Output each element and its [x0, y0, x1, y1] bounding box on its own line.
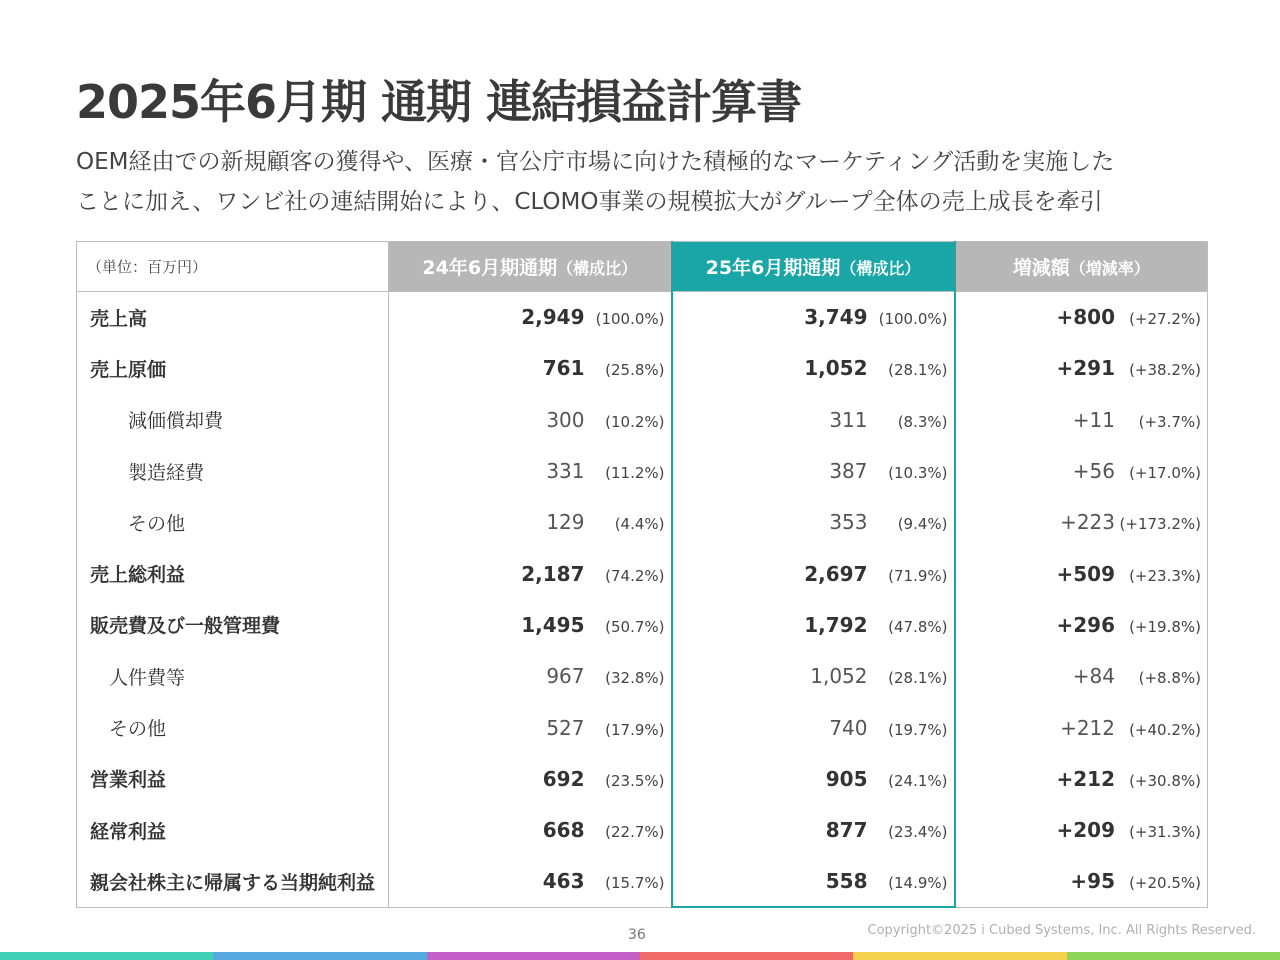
- curr-cell: [672, 548, 955, 599]
- diff-cell: [955, 702, 1208, 753]
- curr-cell: [672, 292, 955, 343]
- table-row: [77, 753, 1208, 804]
- curr-value: 3,749: [804, 305, 868, 330]
- prev-value: 2,949: [521, 305, 585, 330]
- prev-ratio: (100.0%): [595, 310, 665, 329]
- diff-cell: [955, 651, 1208, 702]
- diff-value: +223: [1060, 510, 1115, 535]
- header-small: （構成比）: [840, 259, 921, 278]
- table-row: [77, 651, 1208, 702]
- bar-segment: [0, 952, 213, 960]
- prev-ratio: (17.9%): [605, 720, 665, 739]
- diff-cell: [955, 497, 1208, 548]
- curr-value: 740: [829, 715, 868, 740]
- curr-ratio: (28.1%): [888, 669, 948, 688]
- diff-value: +296: [1056, 612, 1115, 637]
- diff-rate: (+40.2%): [1129, 720, 1201, 739]
- curr-ratio: (71.9%): [888, 566, 948, 585]
- header-small: （構成比）: [557, 259, 638, 278]
- table-row: [77, 804, 1208, 855]
- prev-ratio: (74.2%): [605, 566, 665, 585]
- diff-rate: (+173.2%): [1119, 515, 1201, 534]
- curr-value: 311: [829, 407, 868, 432]
- bar-segment: [213, 952, 426, 960]
- curr-cell: [672, 856, 955, 907]
- diff-rate: (+8.8%): [1138, 669, 1201, 688]
- prev-cell: [389, 702, 672, 753]
- diff-cell: [955, 445, 1208, 496]
- curr-cell: [672, 497, 955, 548]
- diff-value: +291: [1056, 356, 1115, 381]
- curr-value: 1,792: [804, 612, 868, 637]
- page-title: 2025年6月期 通期 連結損益計算書: [76, 75, 802, 129]
- header-prev-period: [389, 242, 672, 292]
- diff-rate: (+3.7%): [1138, 412, 1201, 431]
- subtitle-line: ことに加え、ワンビ社の連結開始により、CLOMO事業の規模拡大がグループ全体の売上成長を牽引: [76, 189, 1103, 215]
- prev-cell: [389, 394, 672, 445]
- diff-rate: (+30.8%): [1129, 771, 1201, 790]
- row-label: 減価償却費: [77, 394, 389, 445]
- bottom-color-bar: [0, 952, 1280, 960]
- row-label: 売上高: [77, 292, 389, 343]
- prev-cell: [389, 497, 672, 548]
- diff-rate: (+23.3%): [1129, 566, 1201, 585]
- header-main: 増減額: [1012, 257, 1070, 279]
- curr-ratio: (47.8%): [888, 617, 948, 636]
- row-label: 親会社株主に帰属する当期純利益: [77, 856, 389, 907]
- curr-cell: [672, 599, 955, 650]
- prev-cell: [389, 599, 672, 650]
- prev-value: 331: [546, 459, 585, 484]
- diff-cell: [955, 548, 1208, 599]
- diff-rate: (+17.0%): [1129, 464, 1201, 483]
- curr-value: 353: [829, 510, 868, 535]
- table-row: [77, 343, 1208, 394]
- diff-value: +800: [1056, 305, 1115, 330]
- diff-rate: (+27.2%): [1129, 310, 1201, 329]
- curr-value: 2,697: [804, 561, 868, 586]
- curr-value: 877: [825, 818, 868, 843]
- diff-value: +95: [1070, 869, 1115, 894]
- row-label: 人件費等: [77, 651, 389, 702]
- prev-cell: [389, 548, 672, 599]
- row-label: 営業利益: [77, 753, 389, 804]
- curr-ratio: (10.3%): [888, 464, 948, 483]
- curr-ratio: (28.1%): [888, 361, 948, 380]
- bar-segment: [427, 952, 640, 960]
- prev-value: 1,495: [521, 612, 585, 637]
- curr-cell: [672, 343, 955, 394]
- bar-segment: [853, 952, 1066, 960]
- table-row: [77, 292, 1208, 343]
- table-row: [77, 599, 1208, 650]
- copyright: Copyright©2025 i Cubed Systems, Inc. All Rights Reserved.: [867, 923, 1256, 938]
- curr-cell: [672, 394, 955, 445]
- row-label: 売上原価: [77, 343, 389, 394]
- prev-ratio: (50.7%): [605, 617, 665, 636]
- curr-ratio: (14.9%): [888, 873, 948, 892]
- diff-value: +212: [1060, 715, 1115, 740]
- prev-ratio: (15.7%): [605, 874, 665, 893]
- page-number: 36: [628, 927, 646, 943]
- table-row: [77, 548, 1208, 599]
- prev-ratio: (32.8%): [605, 669, 665, 688]
- diff-cell: [955, 292, 1208, 343]
- diff-cell: [955, 804, 1208, 855]
- subtitle-line: OEM経由での新規顧客の獲得や、医療・官公庁市場に向けた積極的なマーケティング活動を実施した: [76, 149, 1115, 175]
- prev-value: 761: [542, 356, 585, 381]
- prev-ratio: (11.2%): [605, 464, 665, 483]
- diff-value: +509: [1056, 561, 1115, 586]
- row-label: 経常利益: [77, 804, 389, 855]
- prev-ratio: (23.5%): [605, 771, 665, 790]
- prev-value: 129: [546, 510, 585, 535]
- curr-ratio: (100.0%): [878, 310, 948, 329]
- curr-ratio: (24.1%): [888, 771, 948, 790]
- table-row: [77, 702, 1208, 753]
- prev-cell: [389, 292, 672, 343]
- bar-segment: [640, 952, 853, 960]
- header-small: （増減率）: [1069, 259, 1150, 278]
- table-row: [77, 497, 1208, 548]
- diff-cell: [955, 343, 1208, 394]
- prev-ratio: (4.4%): [614, 515, 665, 534]
- curr-cell: [672, 445, 955, 496]
- diff-value: +56: [1072, 459, 1115, 484]
- prev-value: 967: [546, 664, 585, 689]
- prev-ratio: (10.2%): [605, 412, 665, 431]
- table-row: [77, 394, 1208, 445]
- prev-cell: [389, 343, 672, 394]
- row-label: 販売費及び一般管理費: [77, 599, 389, 650]
- curr-cell: [672, 753, 955, 804]
- row-label: 製造経費: [77, 445, 389, 496]
- prev-value: 692: [542, 766, 585, 791]
- diff-cell: [955, 753, 1208, 804]
- diff-cell: [955, 599, 1208, 650]
- table-header-row: [77, 242, 1208, 292]
- diff-value: +11: [1072, 407, 1115, 432]
- header-change: [955, 242, 1208, 292]
- curr-ratio: (9.4%): [897, 515, 948, 534]
- curr-ratio: (23.4%): [888, 823, 948, 842]
- prev-cell: [389, 651, 672, 702]
- prev-cell: [389, 753, 672, 804]
- header-curr-period: [672, 242, 955, 292]
- prev-value: 527: [546, 715, 585, 740]
- prev-ratio: (22.7%): [605, 823, 665, 842]
- diff-rate: (+19.8%): [1129, 617, 1201, 636]
- diff-value: +84: [1072, 664, 1115, 689]
- curr-value: 1,052: [804, 356, 868, 381]
- header-main: 25年6月期通期: [705, 257, 841, 279]
- prev-value: 463: [542, 869, 585, 894]
- prev-value: 2,187: [521, 561, 585, 586]
- curr-value: 387: [829, 459, 868, 484]
- curr-value: 558: [825, 868, 868, 893]
- diff-rate: (+20.5%): [1129, 874, 1201, 893]
- row-label: その他: [77, 497, 389, 548]
- diff-rate: (+38.2%): [1129, 361, 1201, 380]
- bar-segment: [1067, 952, 1280, 960]
- curr-value: 905: [825, 766, 868, 791]
- curr-ratio: (19.7%): [888, 720, 948, 739]
- table-row: [77, 445, 1208, 496]
- prev-value: 668: [542, 818, 585, 843]
- curr-ratio: (8.3%): [897, 412, 948, 431]
- header-main: 24年6月期通期: [422, 257, 558, 279]
- diff-cell: [955, 394, 1208, 445]
- prev-cell: [389, 445, 672, 496]
- diff-value: +209: [1056, 818, 1115, 843]
- curr-value: 1,052: [810, 664, 868, 689]
- subtitle: [76, 142, 1216, 222]
- curr-cell: [672, 651, 955, 702]
- table-row: [77, 856, 1208, 907]
- prev-cell: [389, 856, 672, 907]
- prev-ratio: (25.8%): [605, 361, 665, 380]
- curr-cell: [672, 702, 955, 753]
- unit-label: （単位：百万円）: [77, 242, 389, 292]
- diff-value: +212: [1056, 766, 1115, 791]
- diff-cell: [955, 856, 1208, 907]
- prev-value: 300: [546, 407, 585, 432]
- income-statement-table: [76, 241, 1207, 908]
- prev-cell: [389, 804, 672, 855]
- curr-cell: [672, 804, 955, 855]
- diff-rate: (+31.3%): [1129, 823, 1201, 842]
- row-label: その他: [77, 702, 389, 753]
- row-label: 売上総利益: [77, 548, 389, 599]
